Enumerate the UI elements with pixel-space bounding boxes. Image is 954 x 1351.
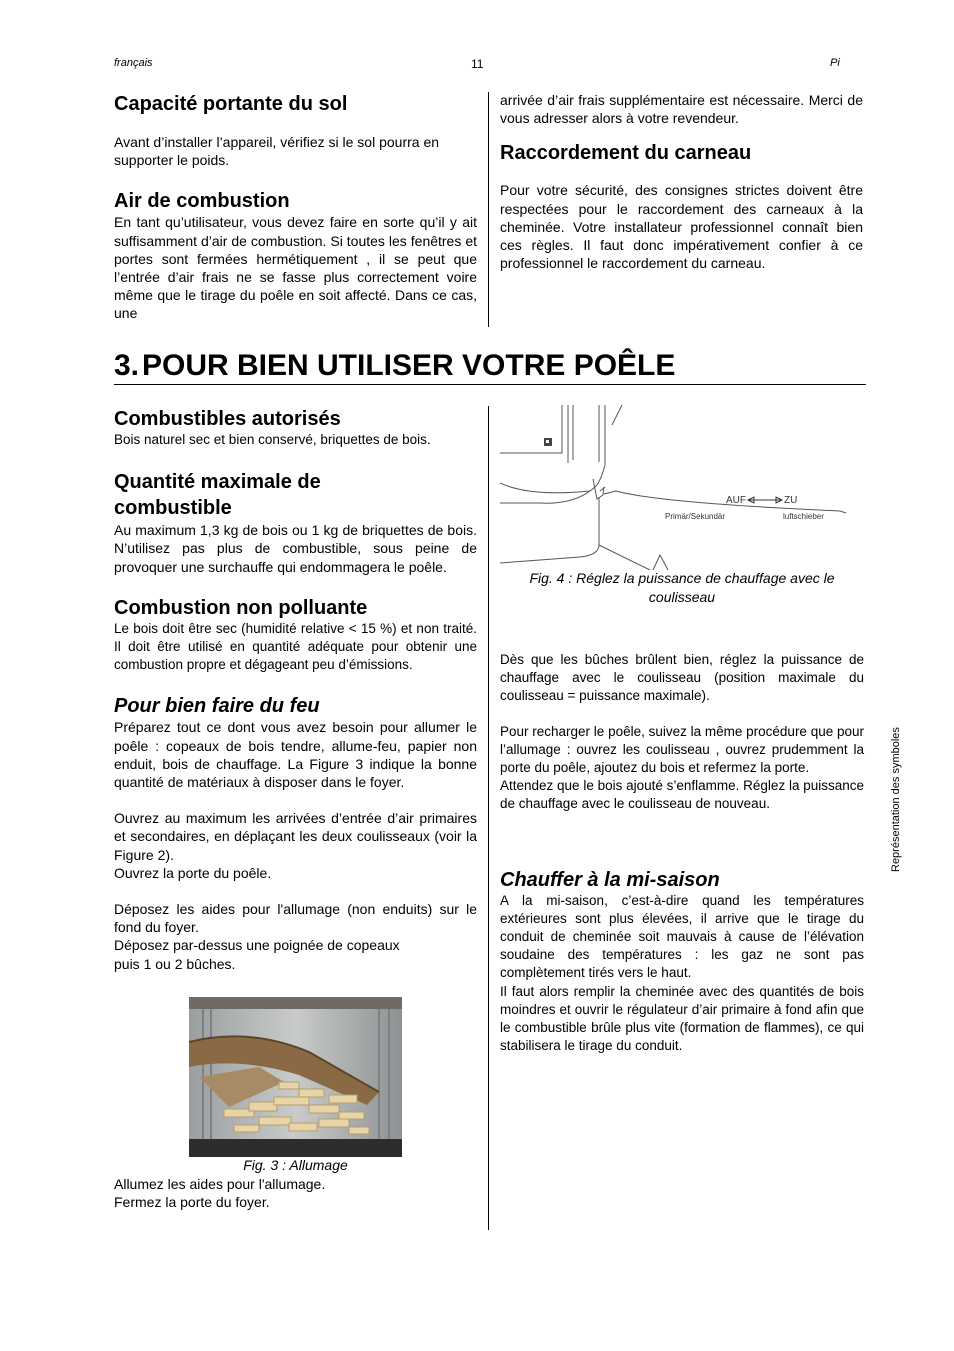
paragraph-raccordement: Pour votre sécurité, des consignes strictes doivent être respectées pour le raccordement des carneaux à la cheminée. Votre installateur professionnel connaît bien ces règles. Il faut donc impérativement confier à ce professionnel le raccordement du carneau. [500,182,863,272]
paragraph-mi-saison-1: A la mi-saison, c’est-à-dire quand les températures extérieures sont plus élevées, il arrive que le tirage du conduit de cheminée soit mauvais à cause de l’élévation soudaine des températures : les gaz ne sont pas complètement tirés vers le haut. [500,892,864,981]
right-main-column [500,569,864,1055]
paragraph-non-polluante: Le bois doit être sec (humidité relative < 15 %) et non traité. Il doit être utilisé en quantité adéquate pour obtenir une combustion propre et dégageant peu d’émissions. [114,620,477,673]
paragraph-feu-3: Ouvrez la porte du poêle. [114,864,272,881]
chapter-heading [114,346,866,385]
fig4-label-primar: Primär/Sekundär [665,512,726,521]
paragraph-right-1: Dès que les bûches brûlent bien, réglez la puissance de chauffage avec le coulisseau (position maximale du coulisseau = puissance maximale). [500,652,864,704]
fig4-label-auf: AUF [726,495,746,506]
chapter-title: POUR BIEN UTILISER VOTRE POÊLE [142,349,676,382]
paragraph-air: En tant qu’utilisateur, vous devez faire en sorte qu’il y ait suffisamment d’air de combustion. Si toutes les fenêtres et portes sont fermées hermétiquement , il se peut que l’entrée d’air frais ne se fasse plus correctement voire même que le tirage du poêle en soit affecté. Dans ce cas, une [114,214,477,322]
paragraph-feu-1: Préparez tout ce dont vous avez besoin pour allumer le poêle : copeaux de bois tendre, allume-feu, papier non enduit, bois de chauffage. La Figure 3 indique la bonne quantité de matériaux à disposer dans le foyer. [114,719,477,791]
column-divider-main [488,406,489,1230]
fig3-caption: Fig. 3 : Allumage [243,1157,348,1173]
header-right: Pi [830,57,840,69]
fig4-diagram [500,405,864,570]
paragraph-combustibles: Bois naturel sec et bien conservé, briquettes de bois. [114,432,431,447]
page-number: 11 [471,57,484,71]
fig4-label-luft: luftschieber [783,512,824,521]
left-main-column [114,407,477,973]
paragraph-feu-2: Ouvrez au maximum les arrivées d’entrée d’air primaires et secondaires, en déplaçant les deux coulisseaux (voir la Figure 2). [114,810,477,863]
paragraph-after-fig3: Allumez les aides pour l'allumage. Fermez la porte du foyer. [114,1176,326,1211]
heading-faire-du-feu: Pour bien faire du feu [114,695,320,718]
side-tab-label: Représentation des symboles [890,727,902,872]
heading-mi-saison: Chauffer à la mi-saison [500,868,720,891]
top-right-column [500,91,863,272]
paragraph-right-3: Attendez que le bois ajouté s’enflamme. Réglez la puissance de chauffage avec le coulisseau de nouveau. [500,778,864,812]
column-divider-top [488,92,489,327]
header-language: français [114,57,153,69]
paragraph-capacite: Avant d’installer l’appareil, vérifiez si le sol pourra en supporter le poids. [114,134,440,169]
heading-air: Air de combustion [114,190,290,213]
heading-combustibles: Combustibles autorisés [114,408,341,430]
heading-quantite: Quantité maximale de combustible [114,471,321,520]
fig3-photo [189,997,402,1157]
paragraph-right-2: Pour recharger le poêle, suivez la même procédure que pour l’allumage : ouvrez les coulisseau , ouvrez prudemment la porte du poêle, ajoutez du bois et refermez la porte. [500,723,864,776]
heading-non-polluante: Combustion non polluante [114,596,368,619]
fig4-label-zu: ZU [784,495,798,506]
paragraph-quantite: Au maximum 1,3 kg de bois ou 1 kg de briquettes de bois. N’utilisez pas plus de combustible, sous peine de provoquer une surchauffe qui endommagera le poêle. [114,522,477,575]
paragraph-feu-5: Déposez par-dessus une poignée de copeaux puis 1 ou 2 bûches. [114,937,400,972]
paragraph-mi-saison-2: Il faut alors remplir la cheminée avec des quantités de bois moindres et ouvrir le régulateur d’air primaire à fond afin que le combustible brûle plus vite (formation de flammes), ce qui stabilisera le tirage du conduit. [500,983,864,1054]
fig4-caption: Fig. 4 : Réglez la puissance de chauffage avec le coulisseau [529,570,835,605]
chapter-number: 3. [114,349,140,382]
heading-capacite: Capacité portante du sol [114,93,348,115]
paragraph-feu-4: Déposez les aides pour l'allumage (non enduits) sur le fond du foyer. [114,901,477,936]
top-left-column [114,92,477,323]
heading-raccordement: Raccordement du carneau [500,142,752,165]
paragraph-continuation: arrivée d’air frais supplémentaire est nécessaire. Merci de vous adresser alors à votre revendeur. [500,92,863,127]
